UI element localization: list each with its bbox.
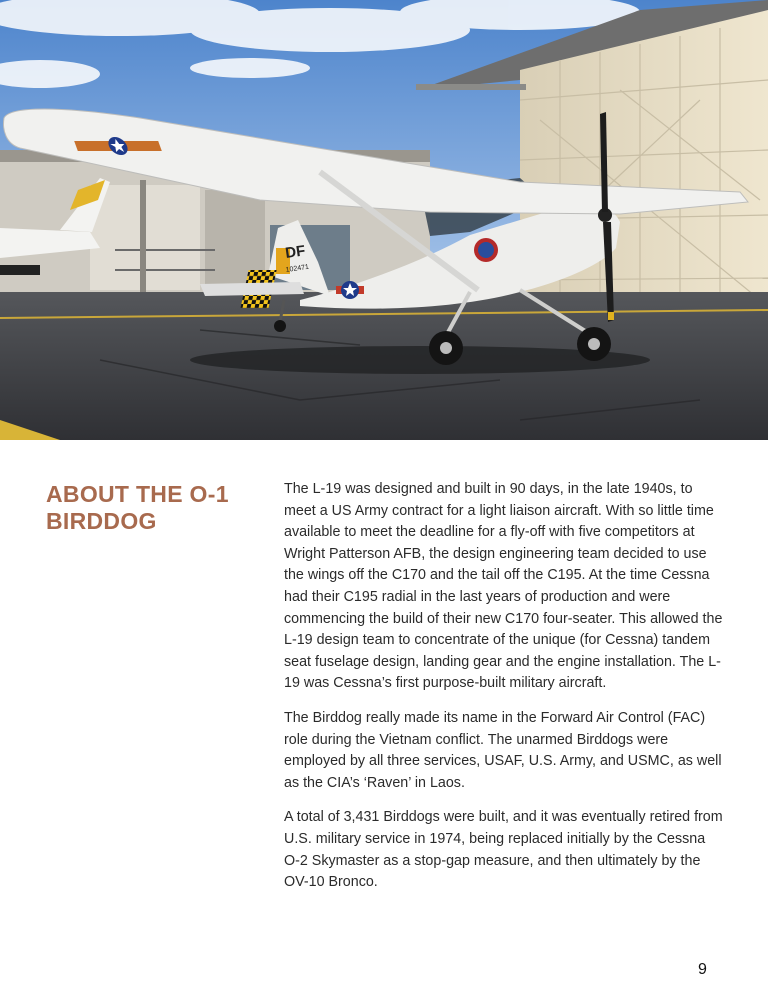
hero-photo [0, 0, 768, 440]
tail-serial: 102471 [285, 263, 310, 274]
paragraph: The Birddog really made its name in the Forward Air Control (FAC) role during the Vietnam conflict. The unarmed Birddogs were employed by all three services, USAF, U.S. Army, and USMC, as well as the CIA’s ‘Raven’ in Laos. [284, 709, 722, 791]
section-heading: ABOUT THE O-1 BIRDDOG [46, 481, 229, 534]
paragraph: The L-19 was designed and built in 90 days, in the late 1940s, to meet a US Army contract for a light liaison aircraft. With so little time available to meet the deadline for a fly-off with five competitors at Wright Patterson AFB, the design engineering team decided to use the wings off the C170 and the tail off the C195. At the time Cessna had their C195 radial in the last years of production and were commencing the build of their new C170 four-seater. This allowed the L-19 design team to concentrate of the unique (for Cessna) tandem seat fuselage design, landing gear and the engine installation. The L-19 was Cessna’s first purpose-built military aircraft. [284, 481, 723, 692]
page-number: 9 [698, 961, 707, 978]
paragraph: A total of 3,431 Birddogs were built, and it was eventually retired from U.S. military service in 1974, being replaced initially by the Cessna O-2 Skymaster as a stop-gap measure, and then ultimately by the OV-10 Bronco. [284, 809, 723, 891]
tail-code: DF [284, 242, 307, 262]
body-text [284, 479, 724, 907]
